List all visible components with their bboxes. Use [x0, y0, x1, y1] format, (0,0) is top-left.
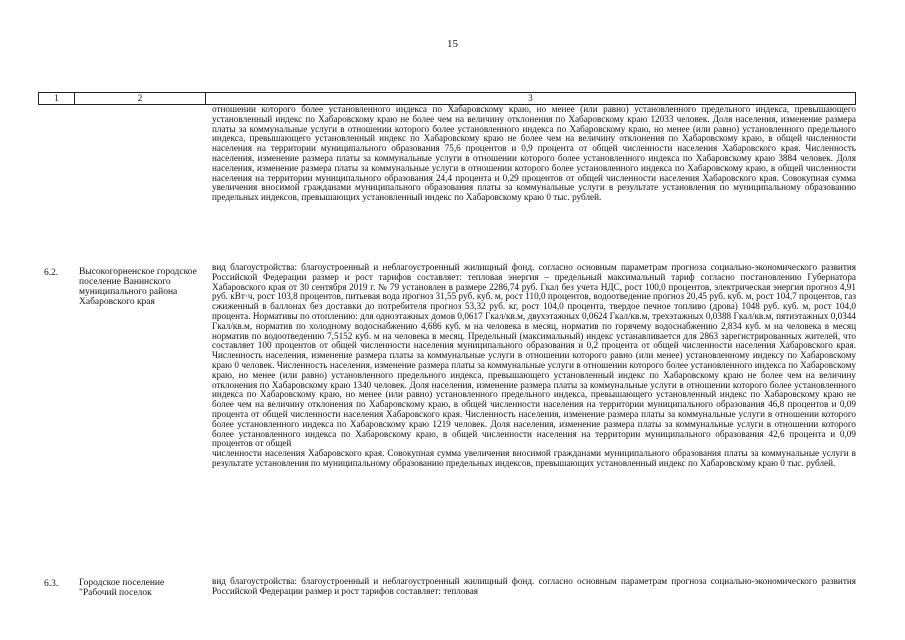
continuation-paragraph: отношении которого более установленного индекса по Хабаровскому краю, но менее (или равно) установленного предельного индекса, превышающего установленный индекс по Хабаровскому краю не более чем на величину отклонения по Хабаровскому краю 12033 человек. Доля населения, изменение размера платы за коммунальные услуги в отношении которого более установленного индекса по Хабаровскому краю, но менее (или равно) установленного предельного индекса, превышающего установленный индекс по Хабаровскому краю не более чем на величину отклонения по Хабаровскому краю, в общей численности населения на территории муниципального образования 75,6 процентов и 0,9 процента от общей численности населения Хабаровского края. Численность населения, изменение размера платы за коммунальные услуги в отношении которого более установленного индекса по Хабаровскому краю 3884 человек. Доля населения, изменение размера платы за коммунальные услуги в отношении которого более установленного индекса по Хабаровскому краю, в общей численности населения на территории муниципального образования 24,4 процента и 0,29 процентов от общей численности населения Хабаровского края. Совокупная сумма увеличения вносимой гражданами муниципального образования платы за коммунальные услуги в результате установления по муниципальному образованию предельных индексов, превышающих установленный индекс по Хабаровскому краю 0 тыс. рублей.: [212, 104, 856, 203]
row-description: [212, 263, 856, 469]
row-paragraph: численности населения Хабаровского края. Совокупная сумма увеличения вносимой гражданами муниципального образования платы за коммунальные услуги в результате установления по муниципальному образованию предельных индексов, превышающих установленный индекс по Хабаровскому краю 0 тыс. рублей.: [212, 448, 856, 468]
row-paragraph: вид благоустройства: благоустроенный и неблагоустроенный жилищный фонд. согласно основным параметрам прогноза социально-экономического развития Российской Федерации размер и рост тарифов составляет: тепловая энергия – предельный максимальный тариф согласно постановлению Губернатора Хабаровского края от 30 сентября 2019 г. № 79 установлен в размере 2286,74 руб. Гкал без учета НДС, рост 100,0 процентов, электрическая энергия прогноз 4,91 руб. кВт·ч, рост 103,8 процентов, питьевая вода прогноз 31,55 руб. куб. м, рост 110,0 процентов, водоотведение прогноз 20,45 руб. куб. м, рост 104,7 процентов, газ сжиженный в баллонах без доставки до потребителя прогноз 53,32 руб. кг, рост 104,0 процента, твердое печное топливо (дрова) 1048 руб. куб. м, рост 104,0 процента. Нормативы по отоплению: для одноэтажных домов 0,0617 Гкал/кв.м, двухэтажных 0,0624 Гкал/кв.м, трехэтажных 0,0388 Гкал/кв.м, пятиэтажных 0,0344 Гкал/кв.м, норматив по холодному водоснабжению 4,686 куб. м на человека в месяц, норматив по горячему водоснабжению 2,834 куб. м на человека в месяц норматив по водоотведению 7,5152 куб. м на человека в месяц. Предельный (максимальный) индекс устанавливается для 2863 зарегистрированных жителей, что составляет 100 процентов от общей численности населения муниципального образования и 0,2 процента от общей численности населения Хабаровского края. Численность населения, изменение размера платы за коммунальные услуги в отношении которого равно (или менее) установленному индексу по Хабаровскому краю 0 человек. Численность населения, изменение размера платы за коммунальные услуги в отношении которого более установленного индекса по Хабаровскому краю, но менее (или равно) установленного предельного индекса, превышающего установленный индекс по Хабаровскому краю не более чем на величину отклонения по Хабаровскому краю 1340 человек. Доля населения, изменение размера платы за коммунальные услуги в отношении которого более установленного индекса по Хабаровскому краю, но менее (или равно) установленного предельного индекса, превышающего установленный индекс по Хабаровскому краю не более чем на величину отклонения по Хабаровскому краю, в общей численности населения на территории муниципального образования 46,8 процентов и 0,09 процента от общей численности населения Хабаровского края. Численность населения, изменение размера платы за коммунальные услуги в отношении которого более установленного индекса по Хабаровскому краю 1219 человек. Доля населения, изменение размера платы за коммунальные услуги в отношении которого более установленного индекса по Хабаровскому краю, в общей численности населения на территории муниципального образования 42,6 процента и 0,09 процентов от общей: [212, 262, 856, 449]
header-col-2: 2: [137, 93, 143, 103]
row-paragraph: вид благоустройства: благоустроенный и неблагоустроенный жилищный фонд. согласно основным параметрам прогноза социально-экономического развития Российской Федерации размер и рост тарифов составляет: тепловая: [212, 576, 856, 596]
row-number: 6.2.: [44, 268, 59, 278]
row-number: 6.3.: [44, 579, 59, 589]
row-name: Высокогорненское городское поселение Ванинского муниципального района Хабаровского края: [79, 267, 197, 307]
row-description: [212, 577, 856, 597]
header-col-3: 3: [528, 93, 533, 103]
header-col-1: 1: [54, 93, 59, 103]
continuation-cell: [212, 105, 856, 203]
page-number: 15: [447, 38, 458, 50]
row-name: Городское поселение "Рабочий поселок: [79, 578, 165, 598]
